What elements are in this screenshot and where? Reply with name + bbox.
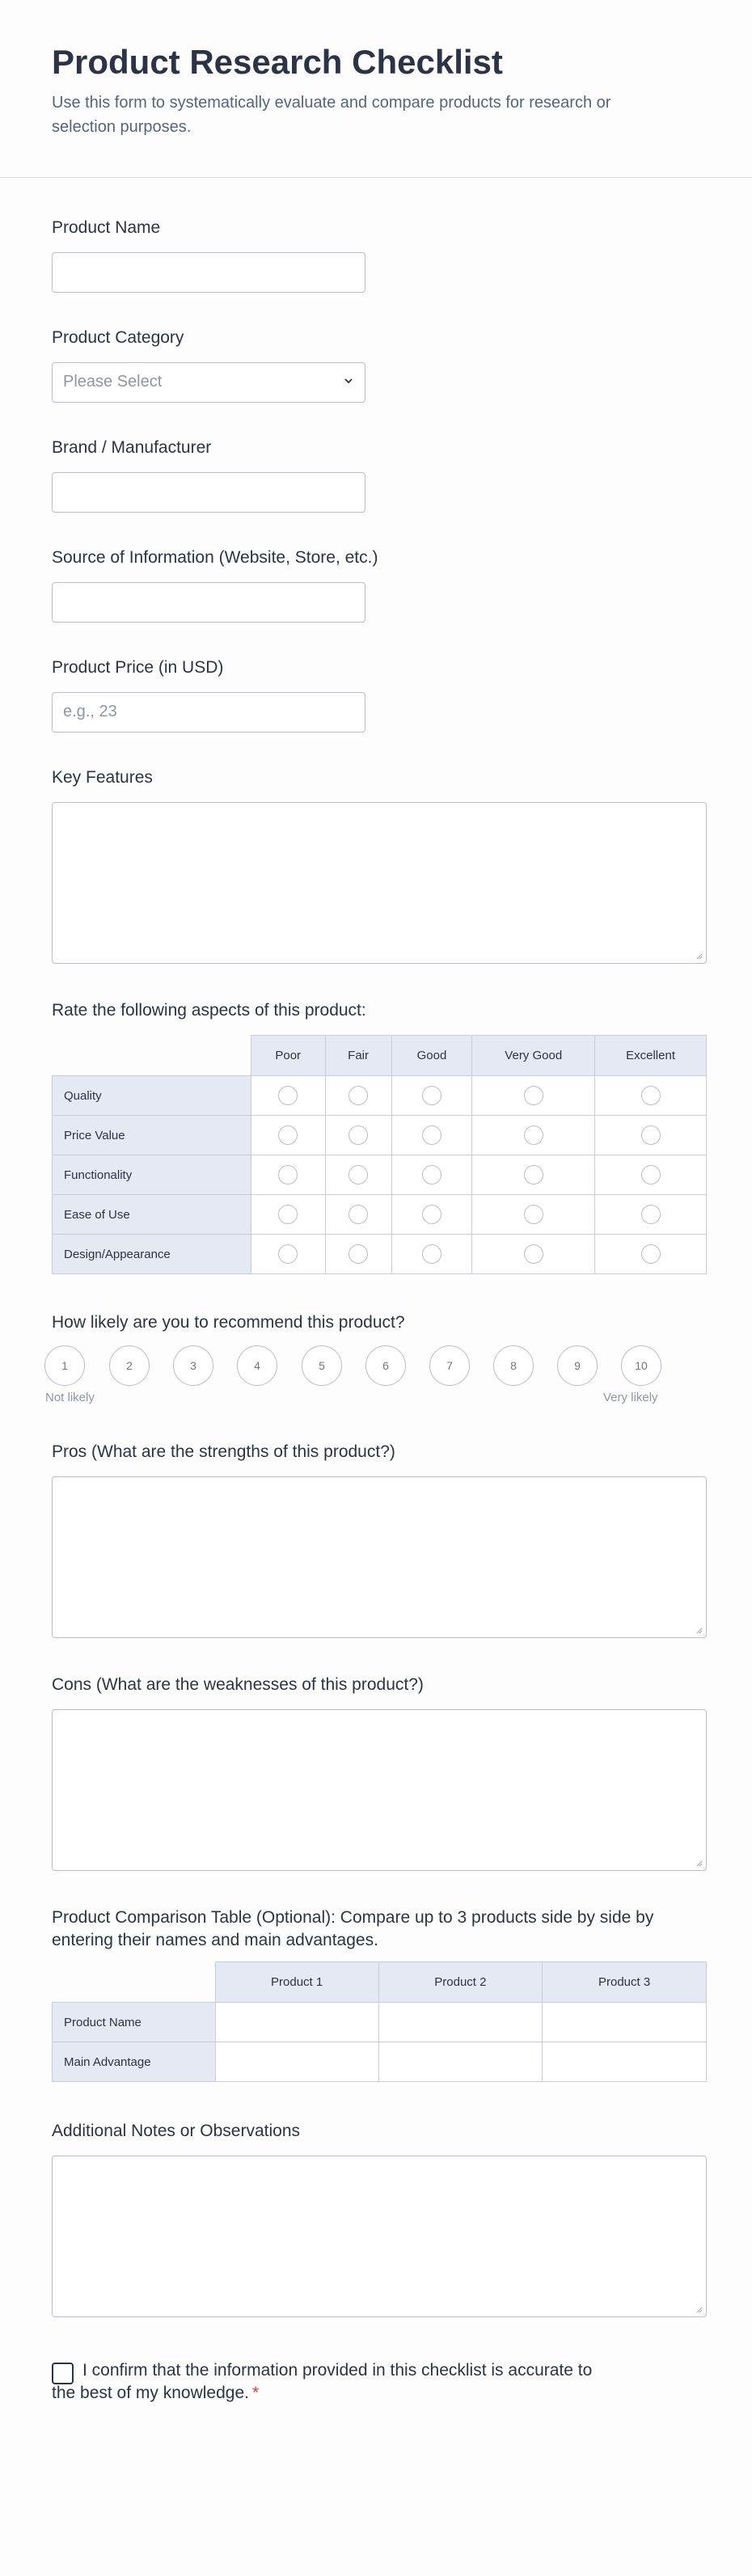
radio-button[interactable] (422, 1165, 441, 1185)
radio-button[interactable] (524, 1125, 543, 1145)
product-name-label: Product Name (52, 218, 161, 237)
price-input[interactable] (52, 692, 365, 733)
rating-row-design (53, 1235, 707, 1274)
scale-option-6[interactable]: 6 (365, 1345, 406, 1386)
comparison-col-header: Product 1 (215, 1962, 378, 2003)
rating-row-label: Functionality (53, 1155, 251, 1195)
scale-option-9[interactable]: 9 (557, 1345, 598, 1386)
radio-button[interactable] (349, 1165, 368, 1185)
rating-row-ease-of-use (53, 1195, 707, 1235)
key-features-textarea[interactable] (52, 802, 707, 964)
resize-handle-icon[interactable] (695, 1626, 703, 1634)
product-name-input[interactable] (52, 252, 365, 293)
rating-row-functionality (53, 1155, 707, 1195)
comparison-row-advantage (53, 2042, 707, 2082)
brand-label: Brand / Manufacturer (52, 438, 212, 457)
rating-corner (53, 1036, 251, 1076)
page-title: Product Research Checklist (52, 43, 503, 81)
rating-cell[interactable] (472, 1235, 595, 1274)
rating-row-label: Price Value (53, 1116, 251, 1155)
recommend-label: How likely are you to recommend this product? (52, 1313, 405, 1332)
radio-button[interactable] (524, 1244, 543, 1264)
rating-row-price-value (53, 1116, 707, 1155)
rating-cell[interactable] (251, 1116, 325, 1155)
radio-button[interactable] (422, 1086, 441, 1105)
rating-cell[interactable] (472, 1195, 595, 1235)
radio-button[interactable] (422, 1244, 441, 1264)
source-label: Source of Information (Website, Store, etc.) (52, 548, 378, 567)
rating-row-label: Quality (53, 1076, 251, 1116)
scale-low-label: Not likely (45, 1391, 95, 1404)
form-header (0, 0, 752, 178)
confirm-label: I confirm that the information provided in this checklist is accurate to the best of my knowledge. (52, 2361, 593, 2402)
scale-option-1[interactable]: 1 (44, 1345, 85, 1386)
rating-cell[interactable] (472, 1155, 595, 1195)
rating-row-quality (53, 1076, 707, 1116)
pros-textarea[interactable] (52, 1476, 707, 1638)
radio-button[interactable] (349, 1205, 368, 1224)
rating-cell[interactable] (595, 1235, 707, 1274)
comparison-row-label: Main Advantage (53, 2042, 216, 2082)
notes-label: Additional Notes or Observations (52, 2122, 300, 2140)
rating-cell[interactable] (595, 1195, 707, 1235)
radio-button[interactable] (278, 1125, 298, 1145)
resize-handle-icon[interactable] (695, 1859, 703, 1867)
rating-cell[interactable] (251, 1155, 325, 1195)
rating-cell[interactable] (595, 1076, 707, 1116)
radio-button[interactable] (641, 1244, 661, 1264)
rating-col-header: Very Good (472, 1036, 595, 1076)
radio-button[interactable] (349, 1125, 368, 1145)
rating-cell[interactable] (251, 1195, 325, 1235)
scale-option-2[interactable]: 2 (109, 1345, 150, 1386)
radio-button[interactable] (422, 1125, 441, 1145)
scale-option-8[interactable]: 8 (493, 1345, 534, 1386)
radio-button[interactable] (278, 1244, 298, 1264)
comparison-col-header: Product 2 (378, 1962, 543, 2003)
source-input[interactable] (52, 582, 365, 623)
chevron-down-icon (344, 376, 353, 386)
rating-cell[interactable] (325, 1235, 391, 1274)
cons-textarea[interactable] (52, 1709, 707, 1871)
rating-cell[interactable] (251, 1235, 325, 1274)
rating-cell[interactable] (251, 1076, 325, 1116)
radio-button[interactable] (524, 1205, 543, 1224)
rating-matrix (52, 1035, 707, 1274)
rating-col-header: Good (391, 1036, 472, 1076)
notes-textarea[interactable] (52, 2156, 707, 2317)
rating-cell[interactable] (472, 1116, 595, 1155)
radio-button[interactable] (524, 1086, 543, 1105)
scale-high-label: Very likely (603, 1391, 658, 1404)
comparison-header-row (53, 1962, 707, 2003)
radio-button[interactable] (278, 1205, 298, 1224)
product-category-placeholder: Please Select (63, 373, 163, 391)
comparison-cell-input[interactable] (215, 2042, 378, 2082)
rating-cell[interactable] (325, 1195, 391, 1235)
rating-cell[interactable] (325, 1076, 391, 1116)
radio-button[interactable] (422, 1205, 441, 1224)
rating-cell[interactable] (391, 1195, 472, 1235)
cons-label: Cons (What are the weaknesses of this product?) (52, 1675, 424, 1694)
rating-header-row (53, 1036, 707, 1076)
rating-cell[interactable] (325, 1155, 391, 1195)
comparison-cell-input[interactable] (215, 2003, 378, 2042)
required-mark: * (251, 2384, 260, 2402)
radio-button[interactable] (641, 1165, 661, 1185)
rating-col-header: Poor (251, 1036, 325, 1076)
resize-handle-icon[interactable] (695, 952, 703, 960)
resize-handle-icon[interactable] (695, 2305, 703, 2313)
radio-button[interactable] (349, 1244, 368, 1264)
pros-label: Pros (What are the strengths of this product?) (52, 1442, 395, 1461)
radio-button[interactable] (641, 1205, 661, 1224)
comparison-row-name (53, 2003, 707, 2042)
page-subtitle: Use this form to systematically evaluate and compare products for research or selection purposes. (52, 94, 611, 136)
rating-cell[interactable] (325, 1116, 391, 1155)
scale-option-4[interactable]: 4 (237, 1345, 277, 1386)
radio-button[interactable] (349, 1086, 368, 1105)
rating-label: Rate the following aspects of this product: (52, 1001, 366, 1020)
key-features-label: Key Features (52, 768, 153, 787)
rating-cell[interactable] (595, 1116, 707, 1155)
rating-row-label: Design/Appearance (53, 1235, 251, 1274)
price-label: Product Price (in USD) (52, 658, 224, 677)
confirm-text (52, 2359, 618, 2405)
scale-option-5[interactable]: 5 (302, 1345, 342, 1386)
radio-button[interactable] (641, 1125, 661, 1145)
comparison-table (52, 1962, 707, 2082)
comparison-cell-input[interactable] (378, 2042, 543, 2082)
rating-cell[interactable] (391, 1116, 472, 1155)
radio-button[interactable] (278, 1165, 298, 1185)
price-placeholder: e.g., 23 (63, 703, 117, 720)
rating-col-header: Fair (325, 1036, 391, 1076)
product-category-label: Product Category (52, 328, 184, 347)
scale-option-10[interactable]: 10 (621, 1345, 661, 1386)
comparison-label: Product Comparison Table (Optional): Compare up to 3 products side by side by entering their names and main advantages. (52, 1908, 654, 1949)
rating-col-header: Excellent (595, 1036, 707, 1076)
rating-cell[interactable] (391, 1235, 472, 1274)
radio-button[interactable] (524, 1165, 543, 1185)
rating-cell[interactable] (472, 1076, 595, 1116)
comparison-cell-input[interactable] (543, 2003, 707, 2042)
comparison-cell-input[interactable] (543, 2042, 707, 2082)
scale-option-3[interactable]: 3 (173, 1345, 213, 1386)
scale-option-7[interactable]: 7 (429, 1345, 470, 1386)
rating-cell[interactable] (391, 1076, 472, 1116)
product-category-select[interactable] (52, 362, 365, 403)
comparison-row-label: Product Name (53, 2003, 216, 2042)
rating-cell[interactable] (391, 1155, 472, 1195)
radio-button[interactable] (641, 1086, 661, 1105)
rating-cell[interactable] (595, 1155, 707, 1195)
rating-row-label: Ease of Use (53, 1195, 251, 1235)
comparison-cell-input[interactable] (378, 2003, 543, 2042)
radio-button[interactable] (278, 1086, 298, 1105)
comparison-col-header: Product 3 (543, 1962, 707, 2003)
comparison-corner (53, 1962, 216, 2003)
brand-input[interactable] (52, 472, 365, 513)
